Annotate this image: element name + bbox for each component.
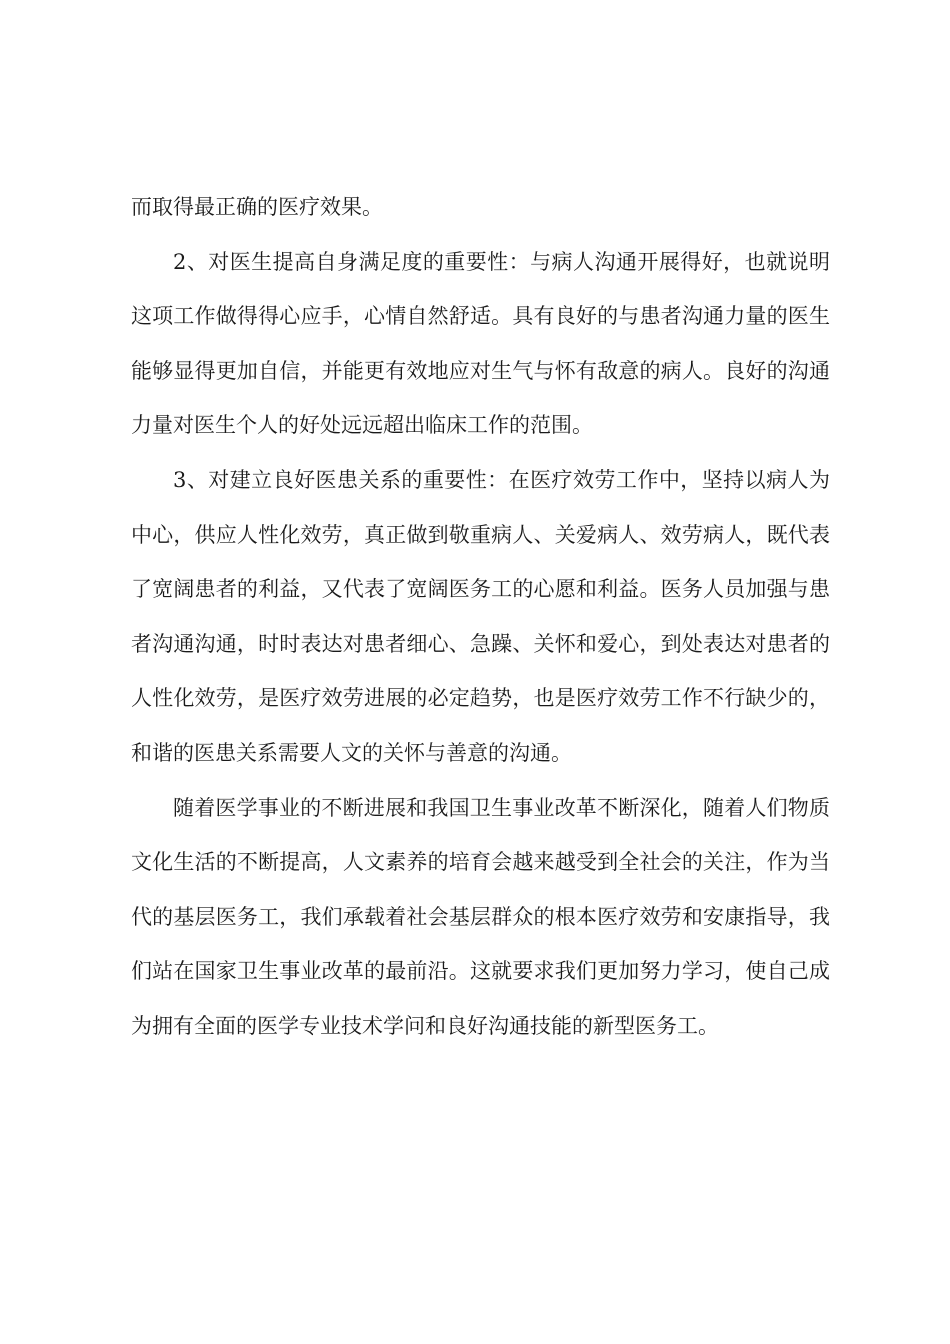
paragraph-conclusion: 随着医学事业的不断进展和我国卫生事业改革不断深化，随着人们物质文化生活的不断提高，人文素养的培育会越来越受到全社会的关注，作为当代的基层医务工，我们承载着社会基层群众的根本医疗效劳和安康指导，我们站在国家卫生事业改革的最前沿。这就要求我们更加努力学习，使自己成为拥有全面的医学专业技术学问和良好沟通技能的新型医务工。 (131, 795, 830, 1038)
paragraph-continuation: 而取得最正确的医疗效果。 (131, 195, 383, 219)
paragraph-doctor-patient-relationship: 3、对建立良好医患关系的重要性：在医疗效劳工作中，坚持以病人为中心，供应人性化效劳，真正做到敬重病人、关爱病人、效劳病人，既代表了宽阔患者的利益，又代表了宽阔医务工的心愿和利益。医务人员加强与患者沟通沟通，时时表达对患者细心、急躁、关怀和爱心，到处表达对患者的人性化效劳，是医疗效劳进展的必定趋势，也是医疗效劳工作不行缺少的，和谐的医患关系需要人文的关怀与善意的沟通。 (131, 467, 830, 765)
document-body (131, 180, 830, 1054)
paragraph-doctor-satisfaction: 2、对医生提高自身满足度的重要性：与病人沟通开展得好，也就说明这项工作做得得心应手，心情自然舒适。具有良好的与患者沟通力量的医生能够显得更加自信，并能更有效地应对生气与怀有敌意的病人。良好的沟通力量对医生个人的好处远远超出临床工作的范围。 (131, 249, 830, 438)
